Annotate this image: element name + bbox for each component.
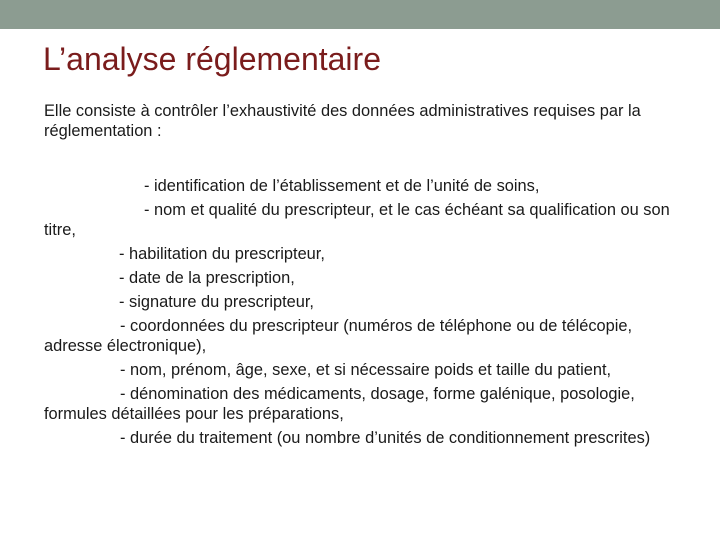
list-item-contact-details: - coordonnées du prescripteur (numéros de téléphone ou de télécopie, adresse électronique),	[44, 317, 633, 355]
list-item-patient-info: - nom, prénom, âge, sexe, et si nécessaire poids et taille du patient,	[120, 361, 612, 379]
list-item-identification: - identification de l’établissement et de l’unité de soins,	[144, 177, 540, 195]
slide-title: L’analyse réglementaire	[43, 41, 381, 77]
list-item-prescriber-quality: - nom et qualité du prescripteur, et le cas échéant sa qualification ou son titre,	[44, 201, 670, 239]
list-item-habilitation: - habilitation du prescripteur,	[119, 245, 325, 263]
list-item-prescription-date: - date de la prescription,	[119, 269, 295, 287]
list-item-medication: - dénomination des médicaments, dosage, forme galénique, posologie, formules détaillées pour les préparations,	[44, 385, 635, 423]
top-decorative-bar	[0, 0, 720, 29]
intro-paragraph: Elle consiste à contrôler l’exhaustivité des données administratives requises par la réglementation :	[44, 102, 641, 140]
slide-body	[44, 101, 684, 452]
list-item-signature: - signature du prescripteur,	[119, 293, 314, 311]
list-item-treatment-duration: - durée du traitement (ou nombre d’unités de conditionnement prescrites)	[120, 429, 651, 447]
